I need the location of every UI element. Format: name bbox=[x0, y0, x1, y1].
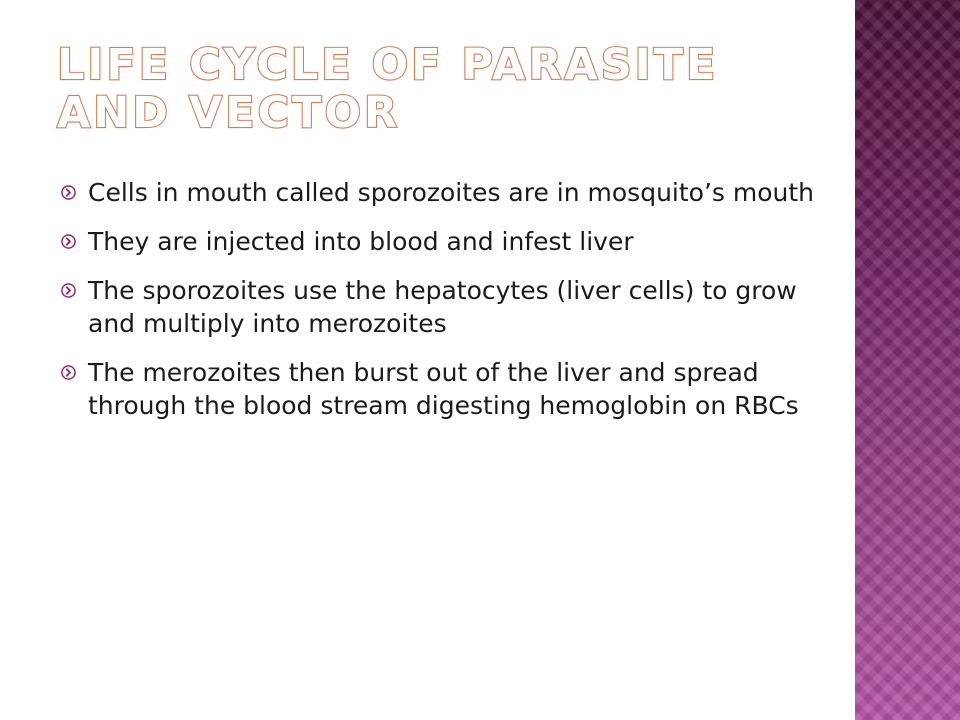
bullet-item bbox=[56, 274, 816, 340]
bullet-item bbox=[56, 225, 816, 258]
bullet-text: The sporozoites use the hepatocytes (liver cells) to grow and multiply into merozoites bbox=[88, 276, 797, 338]
circled-chevron-bullet-icon bbox=[61, 234, 76, 249]
bullet-text: The merozoites then burst out of the liver and spread through the blood stream digesting hemoglobin on RBCs bbox=[88, 358, 799, 420]
bullet-text: Cells in mouth called sporozoites are in mosquito’s mouth bbox=[88, 178, 815, 207]
circled-chevron-bullet-icon bbox=[61, 283, 76, 298]
decorative-side-band bbox=[855, 0, 960, 720]
circled-chevron-bullet-icon bbox=[61, 185, 76, 200]
bullet-list bbox=[56, 176, 816, 438]
bullet-item bbox=[56, 176, 816, 209]
bullet-item bbox=[56, 356, 816, 422]
circled-chevron-bullet-icon bbox=[61, 365, 76, 380]
slide-title: LIFE CYCLE OF PARASITE AND VECTOR bbox=[57, 40, 719, 138]
bullet-text: They are injected into blood and infest liver bbox=[88, 227, 634, 256]
